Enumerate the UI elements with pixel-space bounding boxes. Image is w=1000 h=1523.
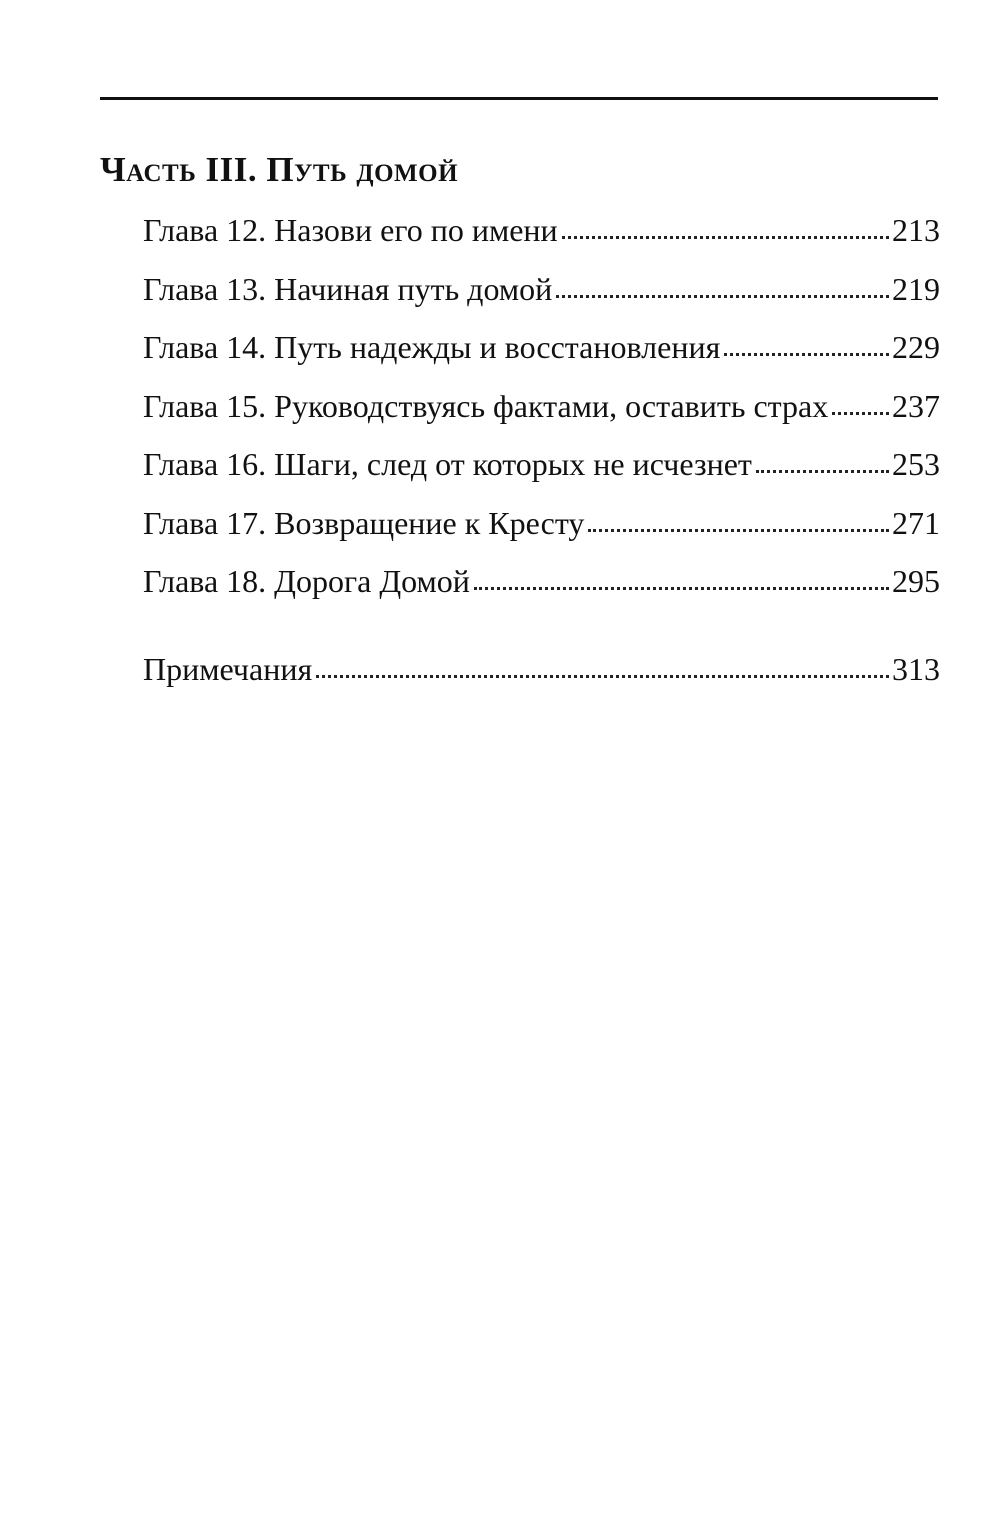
dot-leader <box>588 529 889 532</box>
dot-leader <box>724 353 889 356</box>
toc-entry-page-number: 229 <box>892 329 940 365</box>
toc-entry-page-number: 313 <box>892 651 940 687</box>
toc-entry-title: Примечания <box>143 651 313 687</box>
toc-entry-chapter-16[interactable] <box>143 441 940 500</box>
toc-entry-page-number: 295 <box>892 563 940 599</box>
toc-entry-page-number: 219 <box>892 270 940 307</box>
toc-entry-chapter-13[interactable] <box>143 266 940 325</box>
toc-entry-title: Глава 13. Начиная путь домой <box>143 270 553 307</box>
table-of-contents <box>143 207 940 617</box>
toc-entry-page-number: 213 <box>892 212 940 248</box>
dot-leader <box>316 675 889 678</box>
dot-leader <box>562 236 889 239</box>
toc-entry-chapter-12[interactable] <box>143 207 940 266</box>
dot-leader <box>832 412 889 415</box>
toc-entry-chapter-17[interactable] <box>143 500 940 559</box>
toc-entry-page-number: 271 <box>892 504 940 541</box>
toc-entry-chapter-18[interactable] <box>143 558 940 617</box>
part-heading: Часть III. Путь домой <box>100 150 459 189</box>
toc-entry-title: Глава 14. Путь надежды и восстановления <box>143 329 721 365</box>
toc-entry-page-number: 253 <box>892 446 940 482</box>
toc-entry-page-number: 237 <box>892 387 940 424</box>
dot-leader <box>756 470 889 473</box>
toc-entry-title: Глава 15. Руководствуясь фактами, оставить страх <box>143 387 829 424</box>
toc-entry-title: Глава 17. Возвращение к Кресту <box>143 504 585 541</box>
toc-entry-title: Глава 16. Шаги, след от которых не исчезнет <box>143 446 752 482</box>
toc-entry-notes[interactable] <box>143 646 940 705</box>
top-rule-divider <box>100 97 938 100</box>
toc-entry-chapter-14[interactable] <box>143 324 940 383</box>
dot-leader <box>556 295 889 298</box>
dot-leader <box>474 587 889 590</box>
toc-entry-title: Глава 12. Назови его по имени <box>143 212 558 248</box>
toc-entry-title: Глава 18. Дорога Домой <box>143 563 470 599</box>
toc-entry-chapter-15[interactable] <box>143 383 940 442</box>
